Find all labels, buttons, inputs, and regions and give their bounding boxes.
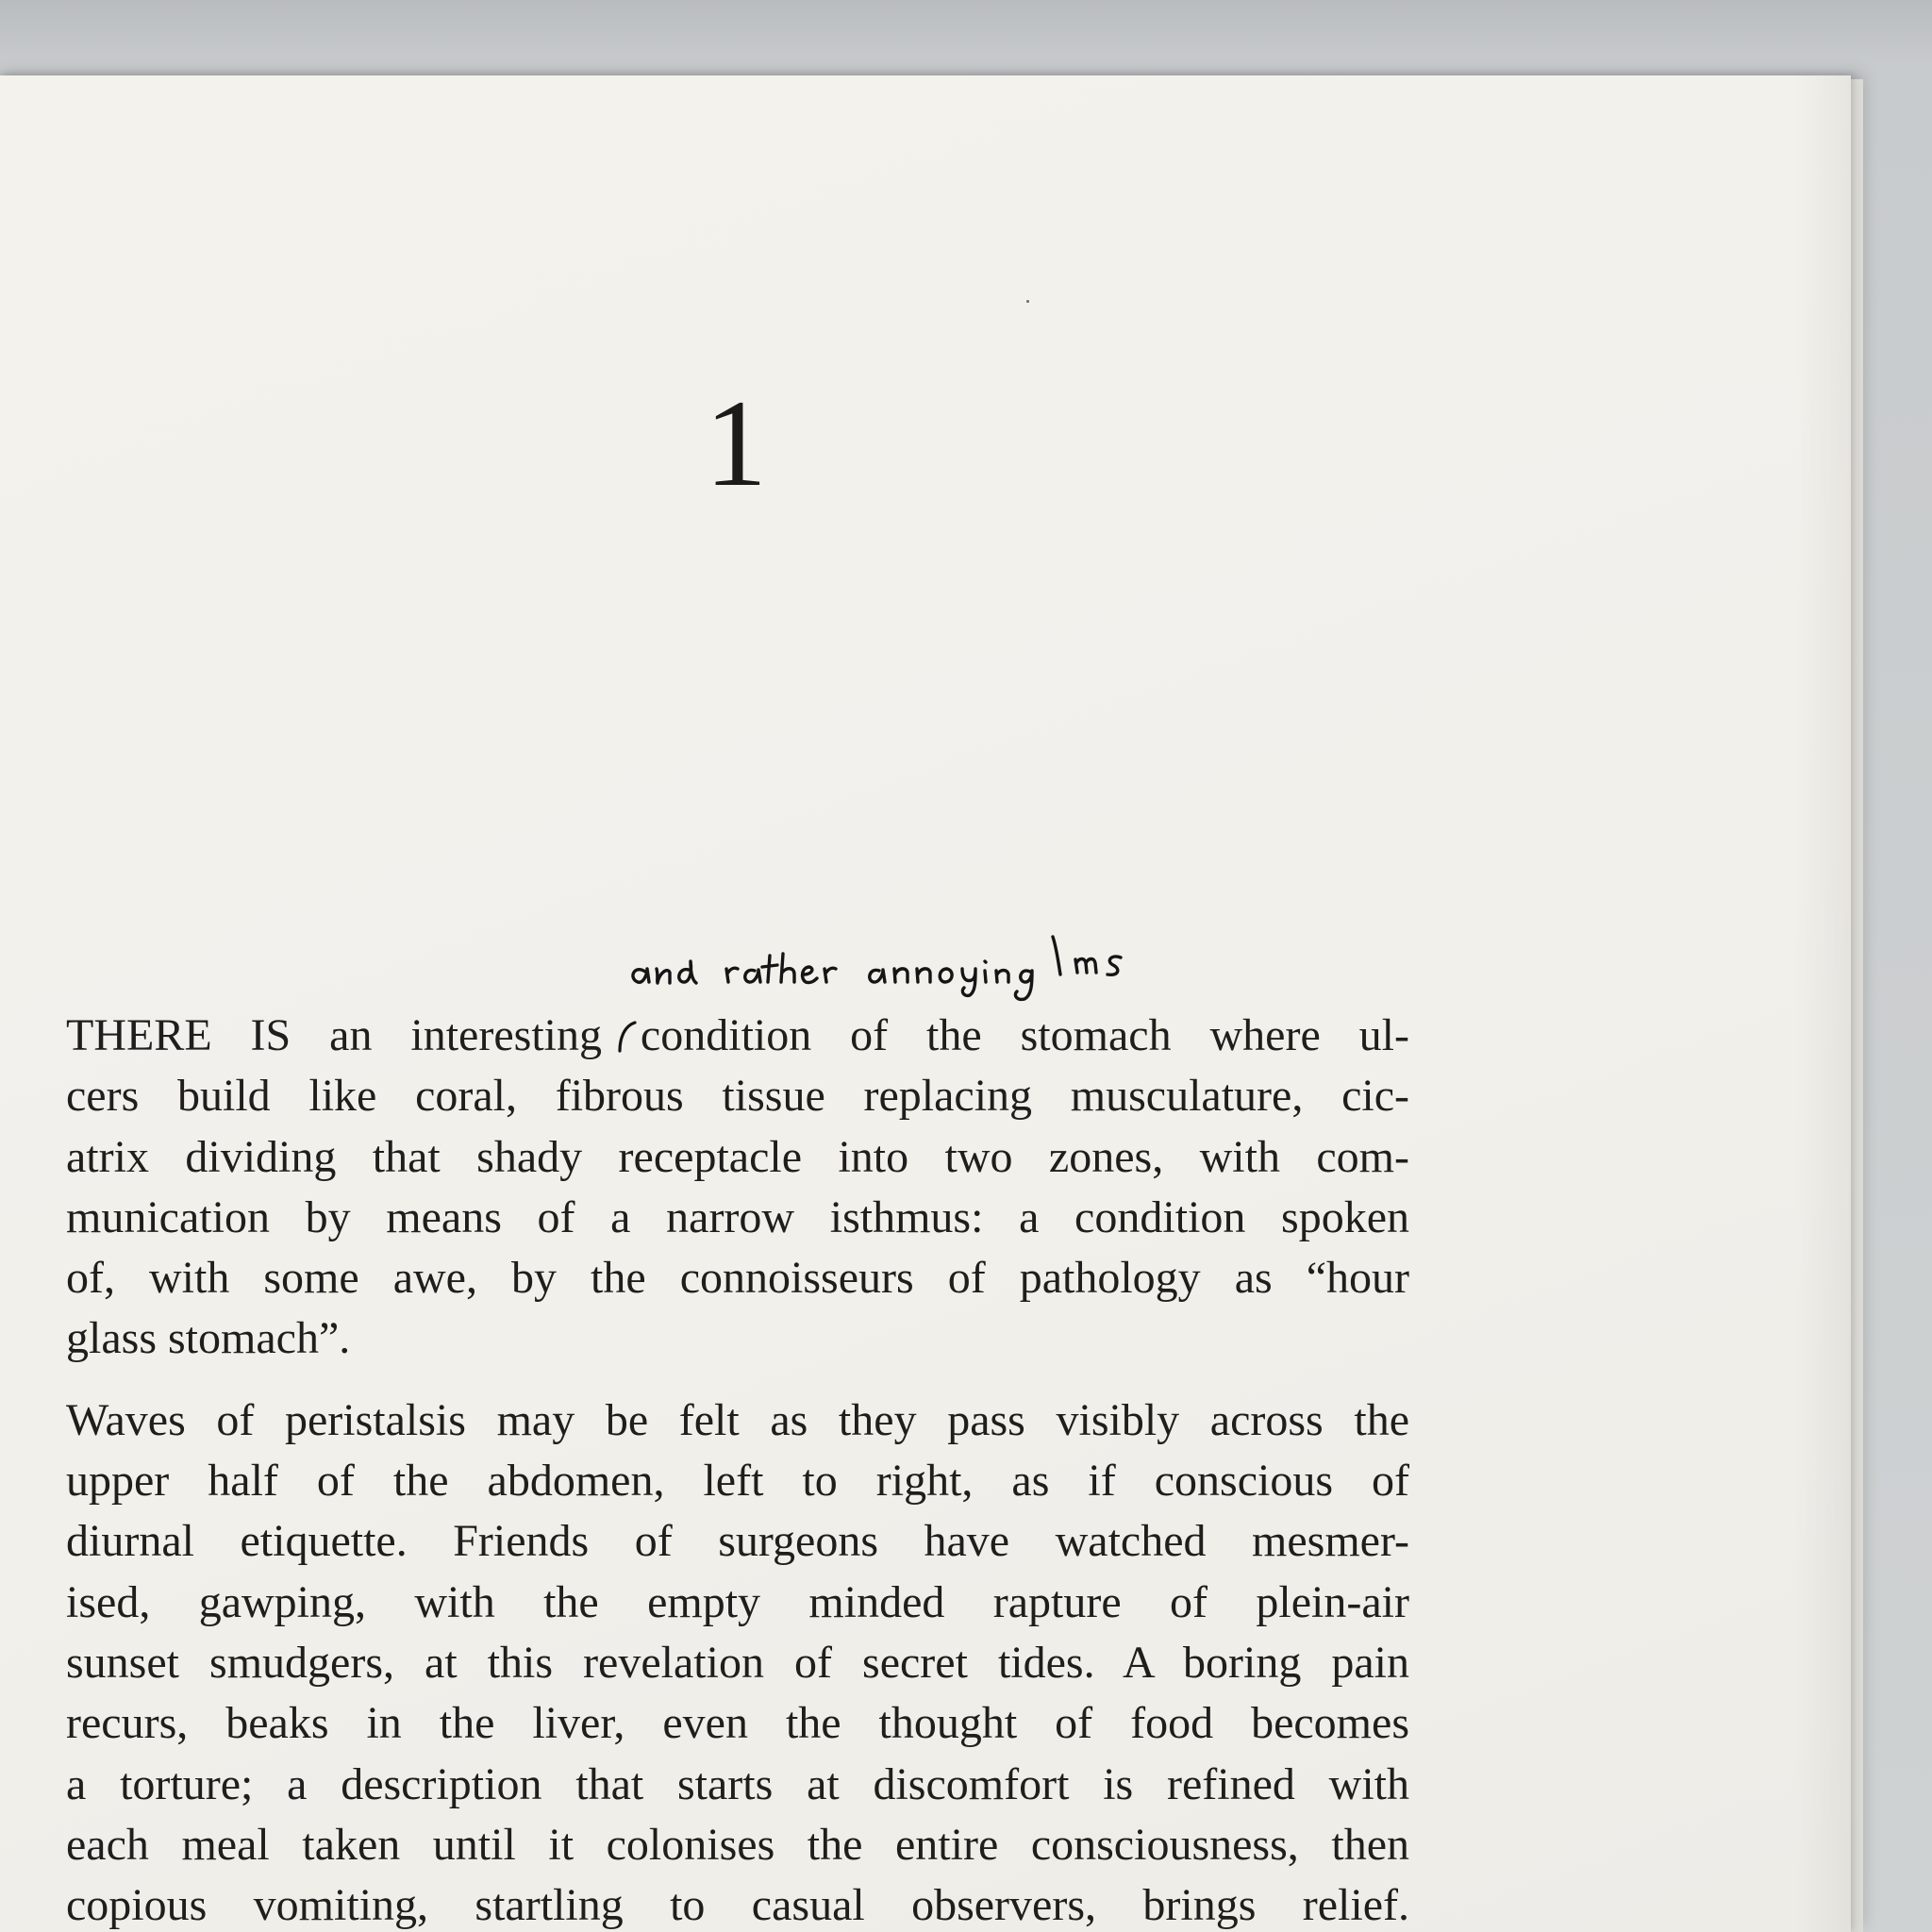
text-line: of, with some awe, by the connoisseurs of pathology as “hour bbox=[66, 1253, 1409, 1304]
text-line: upper half of the abdomen, left to right, as if conscious of bbox=[66, 1456, 1409, 1507]
text-line: a torture; a description that starts at discomfort is refined with bbox=[66, 1758, 1409, 1809]
text-line: recurs, beaks in the liver, even the thought of food becomes bbox=[66, 1698, 1409, 1749]
text-line: cers build like coral, fibrous tissue replacing musculature, cic- bbox=[66, 1071, 1409, 1122]
paragraph-2 bbox=[66, 1391, 1409, 1932]
text-line: copious vomiting, startling to casual observers, brings relief. bbox=[66, 1880, 1409, 1931]
text-line: ised, gawping, with the empty minded rapture of plein-air bbox=[66, 1576, 1409, 1627]
text-line: each meal taken until it colonises the entire consciousness, then bbox=[66, 1819, 1409, 1870]
text-line: sunset smudgers, at this revelation of secret tides. A boring pain bbox=[66, 1637, 1409, 1688]
text-line: Waves of peristalsis may be felt as they pass visibly across the bbox=[66, 1394, 1409, 1445]
text-line: THERE IS an interesting condition of the stomach where ul- bbox=[66, 1010, 1409, 1060]
text-line: atrix dividing that shady receptacle into two zones, with com- bbox=[66, 1131, 1409, 1182]
text-line: glass stomach”. bbox=[66, 1313, 351, 1364]
paragraph-1 bbox=[66, 1006, 1409, 1370]
chapter-number: 1 bbox=[705, 374, 767, 512]
text-line: diurnal etiquette. Friends of surgeons have watched mesmer- bbox=[66, 1516, 1409, 1567]
text-line: munication by means of a narrow isthmus: a condition spoken bbox=[66, 1191, 1409, 1242]
handwritten-annotation bbox=[626, 920, 1164, 1005]
paper-speck bbox=[1026, 300, 1029, 303]
body-text bbox=[66, 1006, 1409, 1932]
